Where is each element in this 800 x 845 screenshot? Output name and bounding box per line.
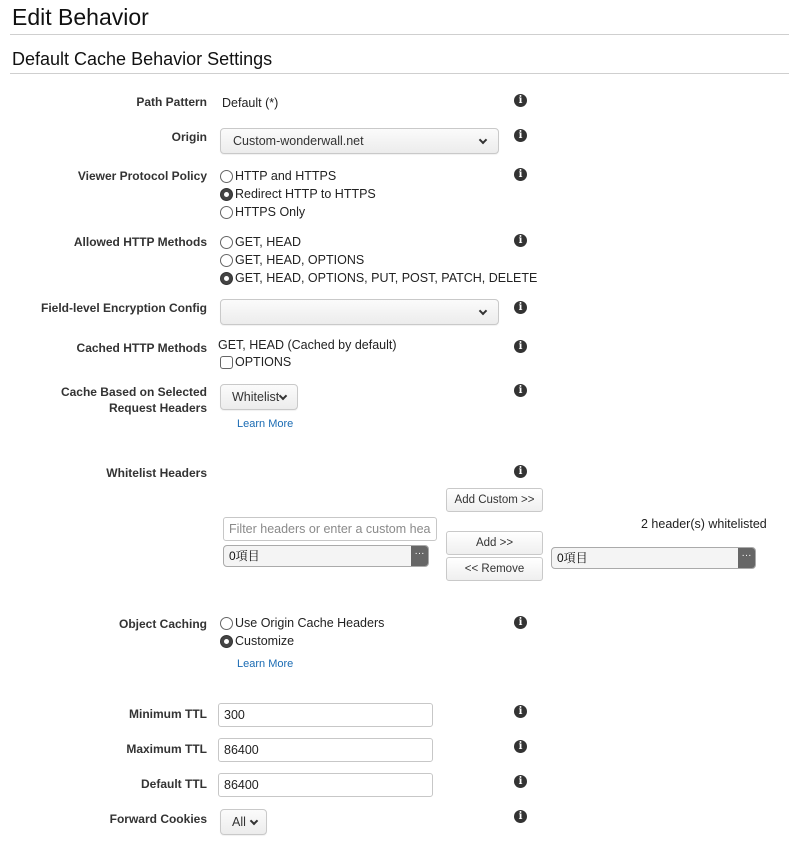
path-pattern-info-icon[interactable]: i — [514, 94, 527, 107]
allowed-methods-info-icon[interactable]: i — [514, 234, 527, 247]
viewer-protocol-label: Viewer Protocol Policy — [77, 169, 207, 183]
radio-button-selected[interactable] — [220, 272, 233, 285]
available-headers-list-value: 0項目 — [229, 549, 260, 563]
max-ttl-info-icon[interactable]: i — [514, 740, 527, 753]
whitelisted-count-text: 2 header(s) whitelisted — [641, 517, 767, 531]
max-ttl-label: Maximum TTL — [126, 742, 207, 756]
min-ttl-input[interactable] — [218, 703, 433, 727]
chevron-down-icon — [250, 817, 258, 825]
radio-button[interactable] — [220, 206, 233, 219]
chevron-down-icon — [479, 136, 487, 144]
object-caching-label: Object Caching — [118, 617, 207, 631]
available-headers-list[interactable] — [223, 545, 429, 567]
add-header-button[interactable]: Add >> — [446, 531, 543, 555]
path-pattern-value: Default (*) — [222, 96, 279, 110]
allowed-methods-label: Allowed HTTP Methods — [73, 235, 207, 249]
viewer-protocol-option-https-only[interactable]: HTTPS Only — [220, 203, 376, 221]
whitelisted-headers-list-value: 0項目 — [557, 551, 588, 565]
radio-button[interactable] — [220, 236, 233, 249]
origin-select[interactable] — [220, 128, 499, 154]
forward-cookies-select-value: All — [232, 815, 246, 829]
whitelist-headers-info-icon[interactable]: i — [514, 465, 527, 478]
object-caching-option-origin[interactable]: Use Origin Cache Headers — [220, 614, 384, 632]
page-title: Edit Behavior — [12, 4, 149, 30]
cache-headers-learn-more-link[interactable]: Learn More — [237, 418, 294, 430]
section-divider — [10, 73, 789, 74]
max-ttl-input[interactable] — [218, 738, 433, 762]
allowed-methods-option-all[interactable]: GET, HEAD, OPTIONS, PUT, POST, PATCH, DELETE — [220, 269, 537, 287]
viewer-protocol-radio-group — [220, 167, 376, 221]
cache-headers-label: Cache Based on Selected Request Headers — [60, 385, 207, 415]
min-ttl-label: Minimum TTL — [129, 707, 207, 721]
cached-methods-options-checkbox-row[interactable]: OPTIONS — [220, 353, 291, 371]
filter-headers-input[interactable] — [223, 517, 437, 541]
cached-methods-info-icon[interactable]: i — [514, 340, 527, 353]
object-caching-option-customize[interactable]: Customize — [220, 632, 384, 650]
chevron-down-icon — [279, 392, 287, 400]
allowed-methods-radio-group — [220, 233, 537, 287]
allowed-methods-option-get-head-options[interactable]: GET, HEAD, OPTIONS — [220, 251, 537, 269]
viewer-protocol-option-redirect[interactable]: Redirect HTTP to HTTPS — [220, 185, 376, 203]
options-checkbox[interactable] — [220, 356, 233, 369]
forward-cookies-select[interactable] — [220, 809, 267, 835]
min-ttl-info-icon[interactable]: i — [514, 705, 527, 718]
add-custom-button[interactable]: Add Custom >> — [446, 488, 543, 512]
cache-headers-select[interactable] — [220, 384, 298, 410]
chevron-down-icon — [479, 307, 487, 315]
forward-cookies-label: Forward Cookies — [109, 812, 207, 826]
radio-button[interactable] — [220, 617, 233, 630]
origin-info-icon[interactable]: i — [514, 129, 527, 142]
whitelist-headers-label: Whitelist Headers — [106, 466, 207, 480]
allowed-methods-option-get-head[interactable]: GET, HEAD — [220, 233, 537, 251]
radio-button[interactable] — [220, 254, 233, 267]
title-divider — [10, 34, 789, 35]
forward-cookies-info-icon[interactable]: i — [514, 810, 527, 823]
default-ttl-input[interactable] — [218, 773, 433, 797]
radio-button-selected[interactable] — [220, 635, 233, 648]
whitelisted-headers-list[interactable] — [551, 547, 756, 569]
viewer-protocol-option-http-https[interactable]: HTTP and HTTPS — [220, 167, 376, 185]
more-options-icon[interactable]: ··· — [738, 548, 755, 568]
field-encryption-select[interactable] — [220, 299, 499, 325]
path-pattern-label: Path Pattern — [136, 95, 207, 109]
remove-header-button[interactable]: << Remove — [446, 557, 543, 581]
section-title: Default Cache Behavior Settings — [12, 49, 273, 69]
object-caching-radio-group — [220, 614, 384, 650]
radio-button[interactable] — [220, 170, 233, 183]
field-encryption-label: Field-level Encryption Config — [40, 301, 207, 315]
object-caching-learn-more-link[interactable]: Learn More — [237, 658, 294, 670]
cache-headers-info-icon[interactable]: i — [514, 384, 527, 397]
radio-button-selected[interactable] — [220, 188, 233, 201]
default-ttl-label: Default TTL — [141, 777, 207, 791]
object-caching-info-icon[interactable]: i — [514, 616, 527, 629]
viewer-protocol-info-icon[interactable]: i — [514, 168, 527, 181]
field-encryption-info-icon[interactable]: i — [514, 301, 527, 314]
more-options-icon[interactable]: ··· — [411, 546, 428, 566]
cache-headers-select-value: Whitelist — [232, 390, 280, 404]
cached-methods-label: Cached HTTP Methods — [76, 341, 207, 355]
cached-methods-default-text: GET, HEAD (Cached by default) — [218, 338, 397, 352]
default-ttl-info-icon[interactable]: i — [514, 775, 527, 788]
origin-select-value: Custom-wonderwall.net — [233, 134, 364, 148]
origin-label: Origin — [171, 130, 207, 144]
